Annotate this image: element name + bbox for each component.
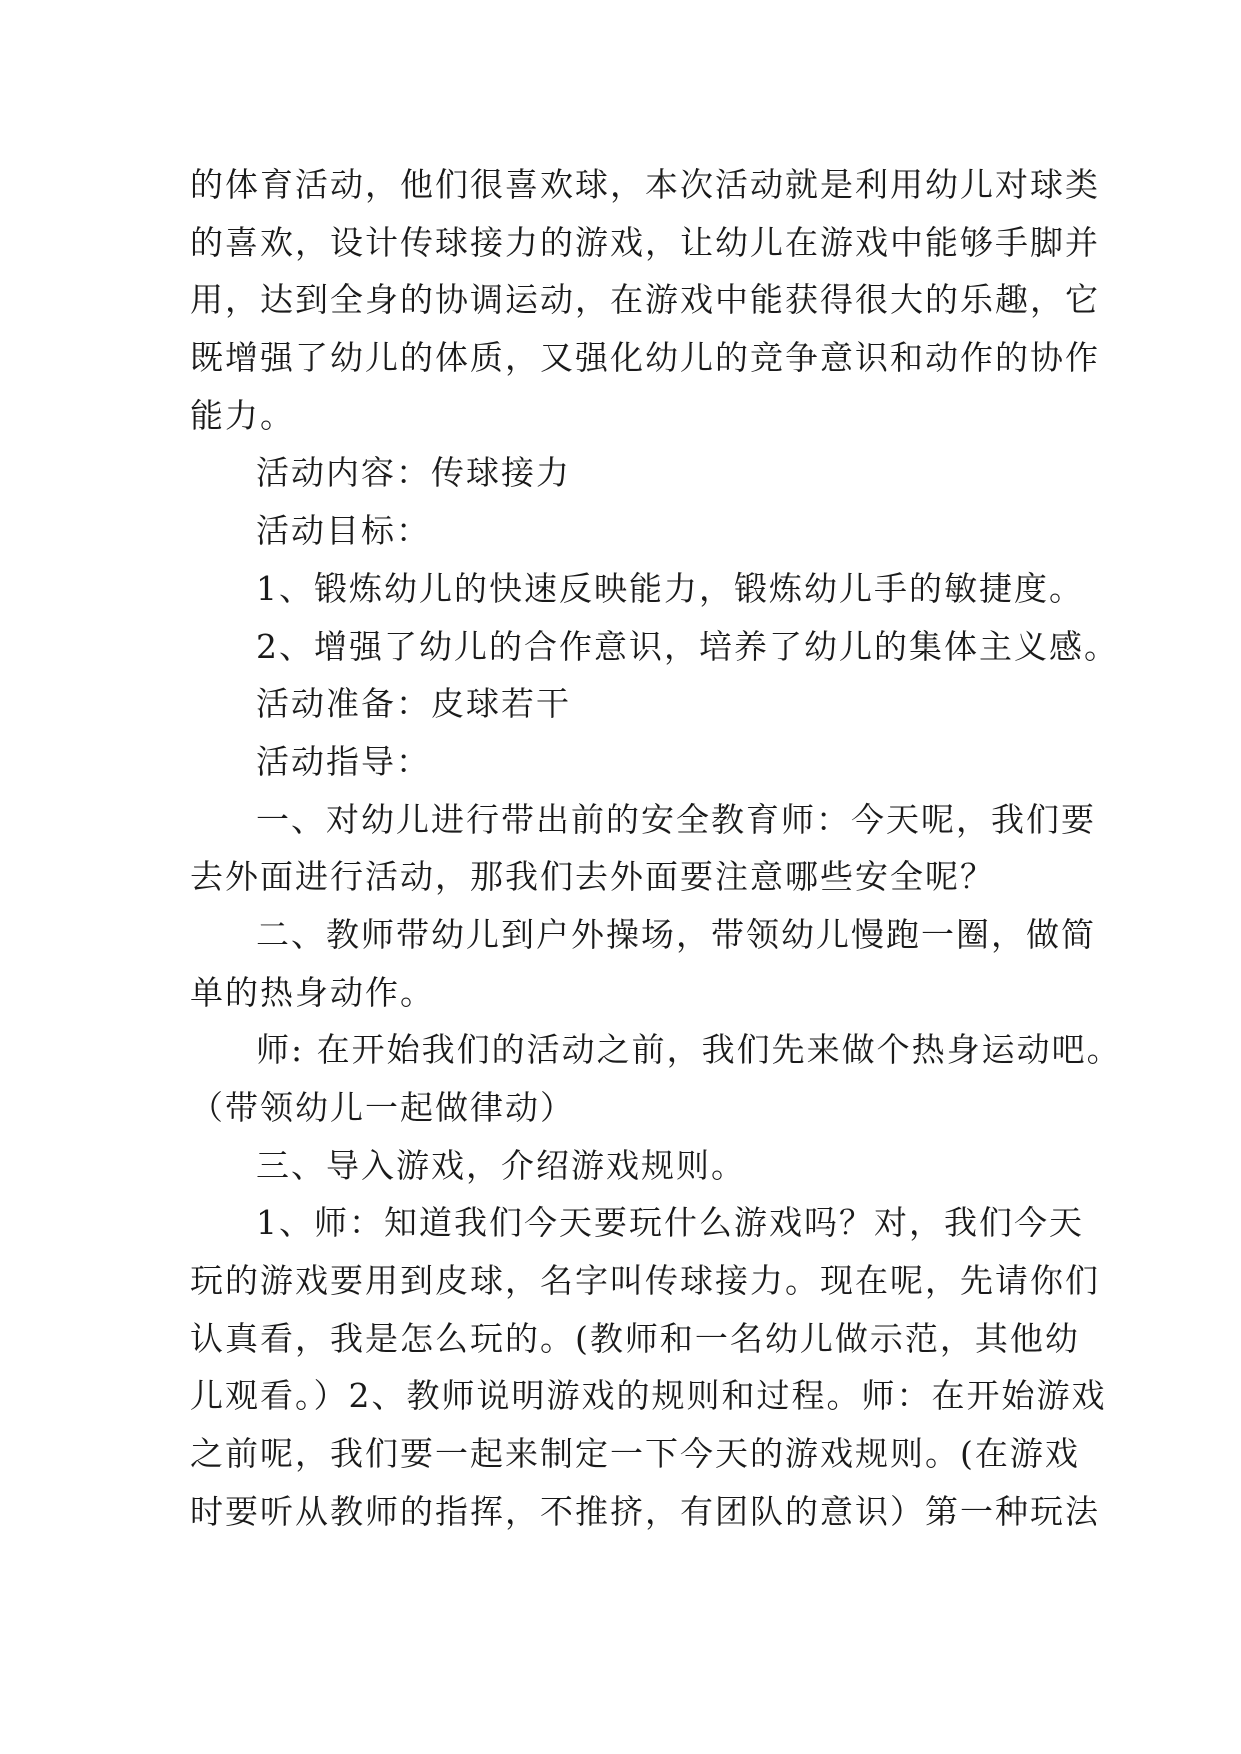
- text-line: 能力。: [190, 395, 295, 435]
- text-line: 活动准备：皮球若干: [256, 684, 571, 724]
- text-line: 时要听从教师的指挥，不推挤，有团队的意识）第一种玩法: [190, 1491, 1100, 1531]
- text-line: 活动内容：传球接力: [256, 453, 571, 493]
- text-line: 的喜欢，设计传球接力的游戏，让幼儿在游戏中能够手脚并: [190, 222, 1100, 262]
- text-line: 活动目标：: [256, 511, 431, 551]
- text-line: 一、对幼儿进行带出前的安全教育师：今天呢，我们要: [256, 799, 1096, 839]
- text-line: 1、师：知道我们今天要玩什么游戏吗？对，我们今天: [256, 1203, 1084, 1243]
- text-line: 用，达到全身的协调运动，在游戏中能获得很大的乐趣，它: [190, 280, 1100, 320]
- text-line: 的体育活动，他们很喜欢球，本次活动就是利用幼儿对球类: [190, 165, 1100, 204]
- text-line: 儿观看。）2、教师说明游戏的规则和过程。师：在开始游戏: [190, 1376, 1107, 1416]
- text-line: 三、导入游戏，介绍游戏规则。: [256, 1145, 746, 1185]
- text-line: 二、教师带幼儿到户外操场，带领幼儿慢跑一圈，做简: [256, 914, 1096, 954]
- text-line: 1、锻炼幼儿的快速反映能力，锻炼幼儿手的敏捷度。: [256, 568, 1084, 608]
- text-line: 单的热身动作。: [190, 972, 435, 1012]
- text-line: （带领幼儿一起做律动）: [190, 1088, 575, 1127]
- text-line: 之前呢，我们要一起来制定一下今天的游戏规则。(在游戏: [190, 1434, 1080, 1474]
- text-line: 师: 在开始我们的活动之前，我们先来做个热身运动吧。: [256, 1030, 1122, 1070]
- text-line: 去外面进行活动，那我们去外面要注意哪些安全呢？: [190, 857, 995, 897]
- text-line: 既增强了幼儿的体质，又强化幼儿的竞争意识和动作的协作: [190, 338, 1100, 378]
- text-line: 活动指导：: [256, 741, 431, 781]
- text-line: 认真看，我是怎么玩的。(教师和一名幼儿做示范，其他幼: [190, 1318, 1080, 1358]
- document-body: [190, 156, 1122, 1541]
- text-line: 2、增强了幼儿的合作意识，培养了幼儿的集体主义感。: [256, 626, 1119, 666]
- text-line: 玩的游戏要用到皮球，名字叫传球接力。现在呢，先请你们: [190, 1261, 1100, 1301]
